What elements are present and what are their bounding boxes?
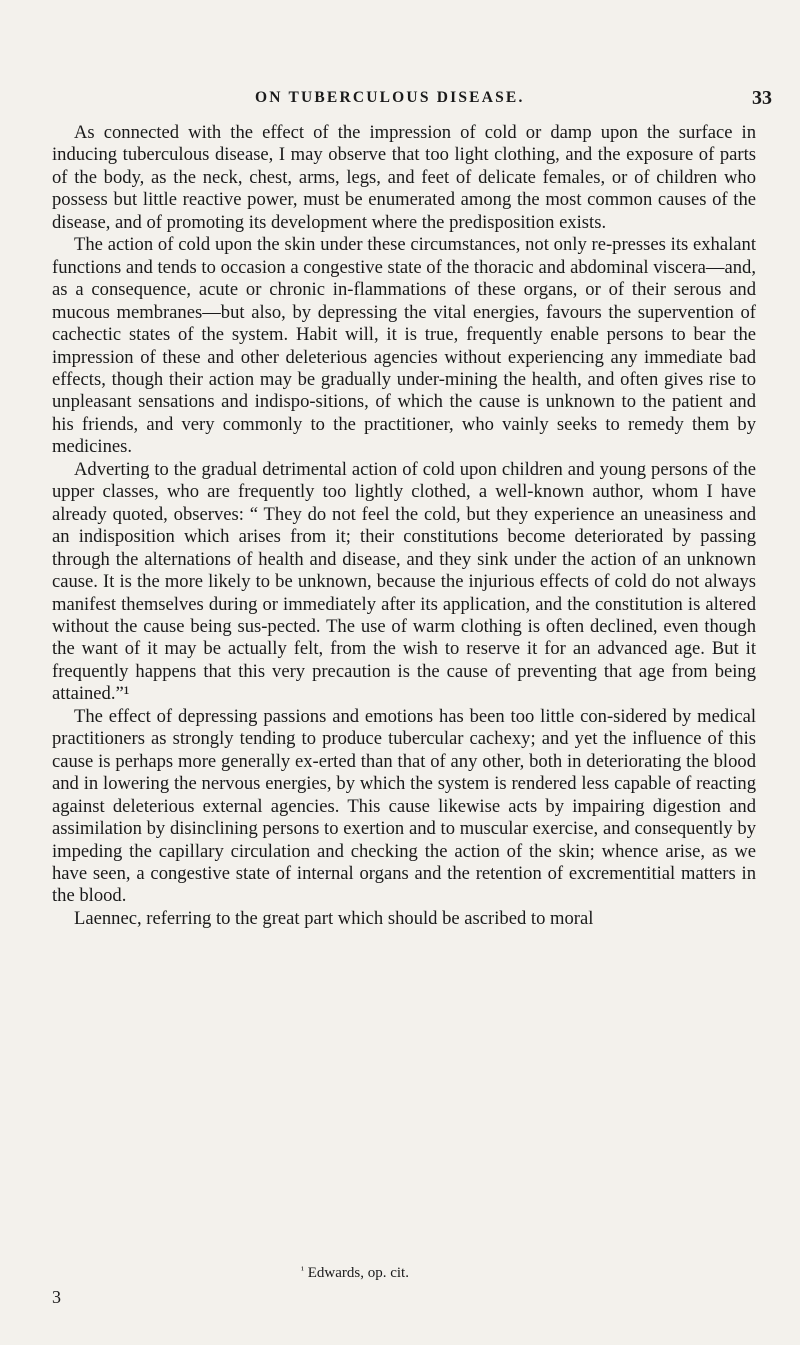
footnote-marker: ¹ xyxy=(301,1265,304,1276)
paragraph: Adverting to the gradual detrimental action of cold upon children and young persons of the upper classes, who are frequently too lightly clothed, a well-known author, whom I have already quoted, observes: “ They do not feel the cold, but they experience an uneasiness and an indisposition which arises from it; their constitutions become deteriorated by passing through the alternations of health and disease, and they sink under the action of an unknown cause. It is the more likely to be unknown, because the injurious effects of cold do not always manifest themselves during or immediately after its application, and the constitution is altered without the cause being sus-pected. The use of warm clothing is often declined, even though the want of it may be actually felt, from the wish to reserve it for an advanced age. But it frequently happens that this very precaution is the cause of preventing that age from being attained.”¹ xyxy=(52,458,756,705)
paragraph: Laennec, referring to the great part which should be ascribed to moral xyxy=(74,907,594,929)
paragraph: As connected with the effect of the impression of cold or damp upon the surface in inducing tuberculous disease, I may observe that too light clothing, and the exposure of parts of the body, as the neck, chest, arms, legs, and feet of delicate females, or of children who possess but little reactive power, must be enumerated among the most common causes of the disease, and of promoting its development where the predisposition exists. xyxy=(52,122,756,233)
signature-mark: 3 xyxy=(52,1287,61,1307)
footnote xyxy=(301,1265,409,1282)
page-number: 33 xyxy=(752,87,772,109)
footnote-text: Edwards, op. cit. xyxy=(307,1265,409,1281)
paragraph: The effect of depressing passions and emotions has been too little con-sidered by medical practitioners as strongly tending to produce tubercular cachexy; and yet the influence of this cause is perhaps more generally ex-erted than that of any other, both in deteriorating the blood and in lowering the nervous energies, by which the system is rendered less capable of reacting against deleterious external agencies. This cause likewise acts by impairing digestion and assimilation by disinclining persons to exertion and to muscular exercise, and consequently by impeding the capillary circulation and checking the action of the skin; whence arise, as we have seen, a congestive state of internal organs and the retention of excrementitial matters in the blood. xyxy=(52,705,756,907)
running-title: ON TUBERCULOUS DISEASE. xyxy=(255,89,525,106)
paragraph: The action of cold upon the skin under these circumstances, not only re-presses its exhalant functions and tends to occasion a congestive state of the thoracic and abdominal viscera—and, as a consequence, acute or chronic in-flammations of these organs, or of their serous and mucous membranes—but also, by depressing the vital energies, favours the supervention of cachectic states of the system. Habit will, it is true, frequently enable persons to bear the impression of these and other deleterious agencies without experiencing any immediate bad effects, though their action may be gradually under-mining the health, and often gives rise to unpleasant sensations and indispo-sitions, of which the cause is unknown to the patient and his friends, and very commonly to the practitioner, who vainly seeks to remedy them by medicines. xyxy=(52,234,756,458)
body-text xyxy=(52,122,756,930)
